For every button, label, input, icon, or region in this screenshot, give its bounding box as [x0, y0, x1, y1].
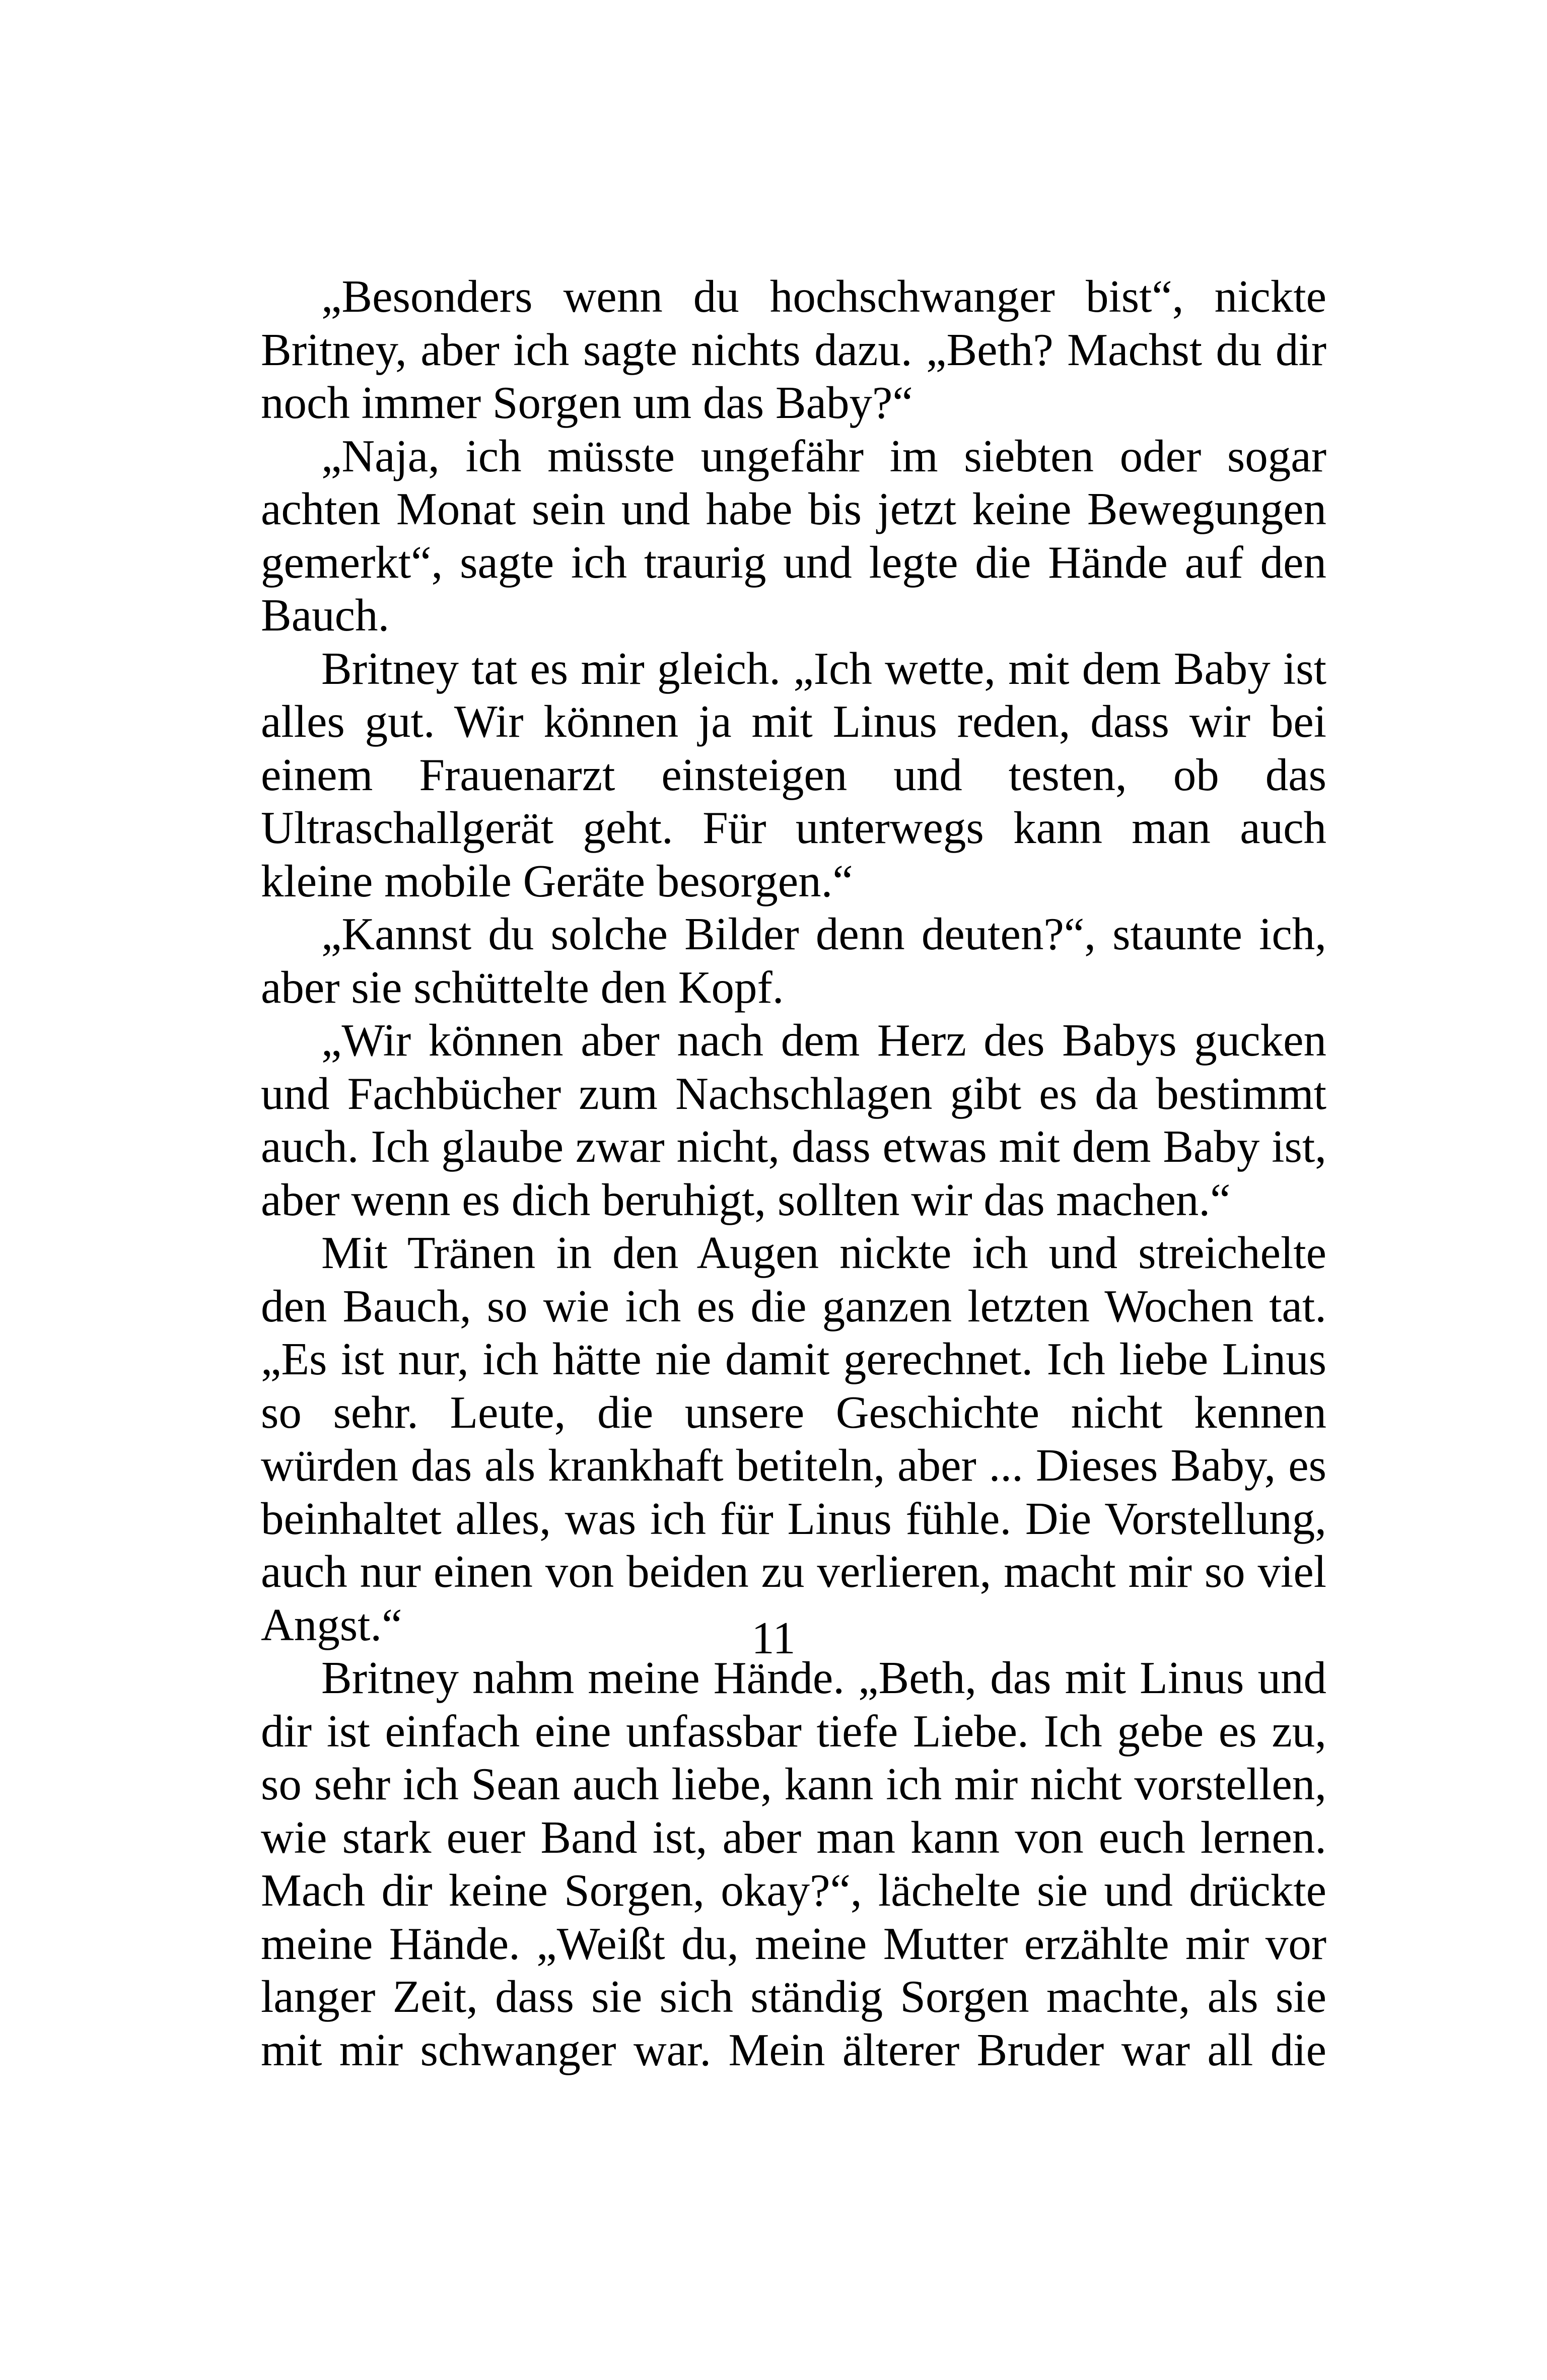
text-line: so sehr ich Sean auch liebe, kann ich mir nicht vorstellen, — [261, 1759, 1326, 1809]
text-line: und Fachbücher zum Nachschlagen gibt es da bestimmt — [261, 1068, 1326, 1119]
text-line: auch. Ich glaube zwar nicht, dass etwas mit dem Baby ist, — [261, 1121, 1326, 1172]
text-line: gemerkt“, sagte ich traurig und legte die Hände auf den — [261, 536, 1326, 588]
text-line: Ultraschallgerät geht. Für unterwegs kann man auch — [261, 802, 1326, 853]
text-line: „Naja, ich müsste ungefähr im siebten oder sogar — [321, 430, 1326, 481]
text-line: würden das als krankhaft betiteln, aber ... Dieses Baby, es — [261, 1440, 1326, 1491]
text-line: „Besonders wenn du hochschwanger bist“, nickte — [321, 271, 1326, 322]
text-line: einem Frauenarzt einsteigen und testen, ob das — [261, 749, 1326, 800]
text-line: wie stark euer Band ist, aber man kann von euch lernen. — [261, 1811, 1326, 1863]
text-line: den Bauch, so wie ich es die ganzen letzten Wochen tat. — [261, 1280, 1326, 1332]
text-line: auch nur einen von beiden zu verlieren, macht mir so viel — [261, 1546, 1326, 1597]
text-line: Britney, aber ich sagte nichts dazu. „Beth? Machst du dir — [261, 324, 1326, 375]
text-line: Angst.“ — [261, 1599, 402, 1650]
text-line: so sehr. Leute, die unsere Geschichte nicht kennen — [261, 1386, 1326, 1438]
text-line: Britney tat es mir gleich. „Ich wette, mit dem Baby ist — [321, 643, 1326, 694]
text-line: Britney nahm meine Hände. „Beth, das mit Linus und — [321, 1652, 1326, 1703]
text-line: Mit Tränen in den Augen nickte ich und streichelte — [321, 1227, 1326, 1278]
text-line: „Kannst du solche Bilder denn deuten?“, staunte ich, — [321, 908, 1326, 959]
text-line: beinhaltet alles, was ich für Linus fühle. Die Vorstellung, — [261, 1493, 1326, 1544]
text-line: mit mir schwanger war. Mein älterer Bruder war all die — [261, 2024, 1326, 2075]
text-line: langer Zeit, dass sie sich ständig Sorgen machte, als sie — [261, 1971, 1326, 2022]
text-line: achten Monat sein und habe bis jetzt keine Bewegungen — [261, 483, 1326, 534]
text-line: meine Hände. „Weißt du, meine Mutter erzählte mir vor — [261, 1918, 1326, 1969]
body-text — [261, 270, 1326, 2076]
text-line: dir ist einfach eine unfassbar tiefe Liebe. Ich gebe es zu, — [261, 1705, 1326, 1757]
text-line: noch immer Sorgen um das Baby?“ — [261, 377, 913, 428]
page-number: 11 — [751, 1613, 796, 1663]
text-line: alles gut. Wir können ja mit Linus reden, dass wir bei — [261, 696, 1326, 747]
text-line: Mach dir keine Sorgen, okay?“, lächelte sie und drückte — [261, 1865, 1326, 1916]
text-line: Bauch. — [261, 590, 390, 641]
text-line: „Wir können aber nach dem Herz des Babys gucken — [321, 1015, 1326, 1066]
text-line: kleine mobile Geräte besorgen.“ — [261, 855, 853, 906]
text-line: aber sie schüttelte den Kopf. — [261, 961, 784, 1013]
text-line: aber wenn es dich beruhigt, sollten wir das machen.“ — [261, 1174, 1231, 1225]
text-line: „Es ist nur, ich hätte nie damit gerechnet. Ich liebe Linus — [261, 1334, 1326, 1384]
